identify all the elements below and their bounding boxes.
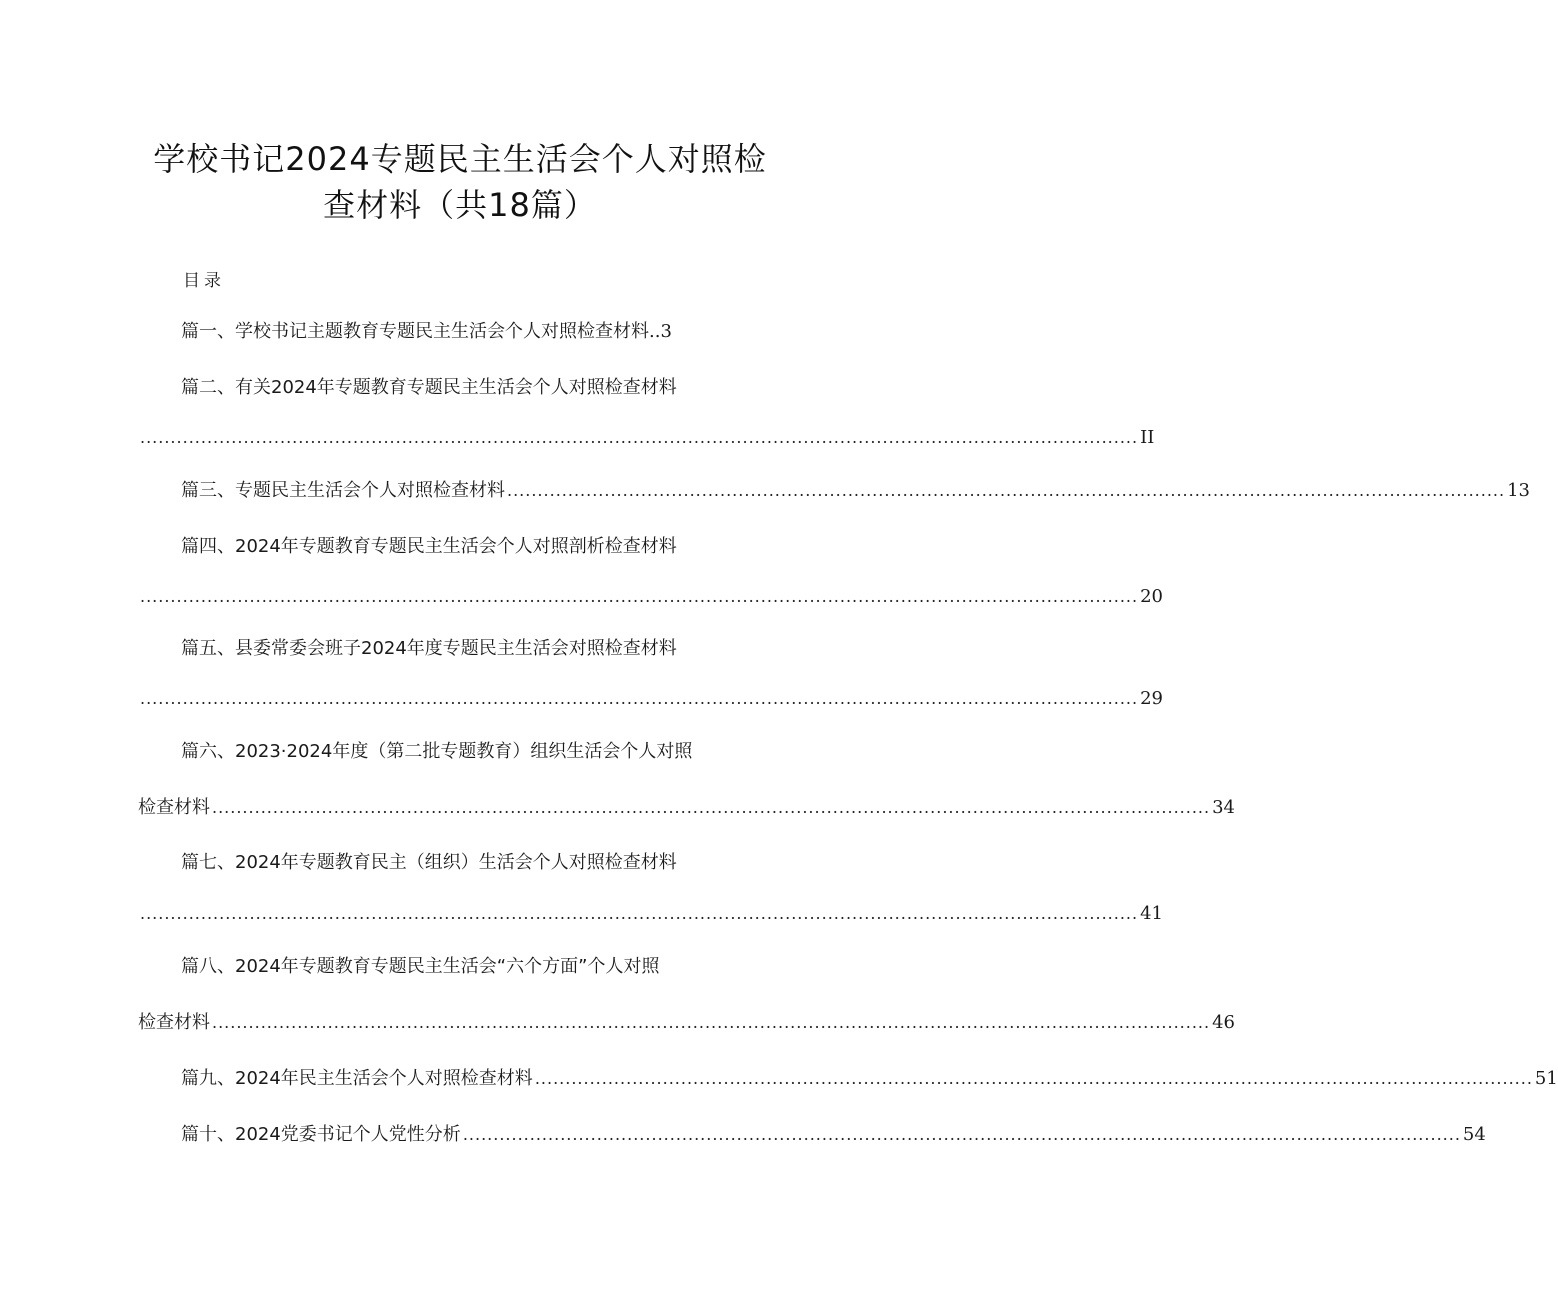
toc-entry-5-title[interactable]: 篇五、县委常委会班子2024年度专题民主生活会对照检查材料 [181, 638, 677, 659]
toc-entry-2-leader[interactable] [138, 424, 1155, 452]
toc-entry-continuation: 检查材料 [138, 797, 210, 818]
dot-leader: .................................................................................................................................................................... [462, 1125, 1461, 1144]
toc-entry-7-title[interactable]: 篇七、2024年专题教育民主（组织）生活会个人对照检查材料 [181, 852, 677, 873]
toc-entry-5-leader[interactable] [138, 685, 1163, 713]
toc-entry-page: 13 [1507, 480, 1530, 501]
toc-entry-page: 54 [1462, 1124, 1486, 1145]
toc-entry-page: II [1140, 427, 1155, 448]
toc-entry-4-title[interactable]: 篇四、2024年专题教育专题民主生活会个人对照剖析检查材料 [181, 536, 677, 557]
toc-entry-6-title[interactable]: 篇六、2023·2024年度（第二批专题教育）组织生活会个人对照 [181, 741, 693, 762]
toc-entry-8-title[interactable]: 篇八、2024年专题教育专题民主生活会“六个方面”个人对照 [181, 956, 660, 977]
toc-entry-9[interactable] [181, 1065, 1558, 1093]
toc-entry-6-cont[interactable] [138, 794, 1235, 822]
dot-leader: .................................................................................................................................................................... [507, 481, 1506, 500]
toc-entry-page: ..3 [649, 321, 672, 342]
toc-entry-7-leader[interactable] [138, 900, 1163, 928]
dot-leader: .................................................................................................................................................................... [534, 1069, 1533, 1088]
dot-leader: .................................................................................................................................................................... [140, 904, 1139, 923]
dot-leader: .................................................................................................................................................................... [140, 428, 1139, 447]
dot-leader: .................................................................................................................................................................... [140, 587, 1139, 606]
document-title-line1: 学校书记2024专题民主生活会个人对照检 [153, 140, 767, 178]
toc-entry-page: 51 [1534, 1068, 1558, 1089]
document-title-line2: 查材料（共18篇） [323, 186, 597, 224]
toc-entry-title: 篇九、2024年民主生活会个人对照检查材料 [181, 1068, 533, 1089]
toc-entry-page: 34 [1212, 797, 1235, 818]
toc-entry-3[interactable] [181, 477, 1530, 505]
toc-entry-title: 篇十、2024党委书记个人党性分析 [181, 1124, 461, 1145]
toc-entry-title: 篇一、学校书记主题教育专题民主生活会个人对照检查材料 [181, 321, 649, 342]
toc-entry-page: 20 [1140, 586, 1163, 607]
toc-entry-page: 46 [1212, 1012, 1235, 1033]
toc-entry-title: 篇三、专题民主生活会个人对照检查材料 [181, 480, 505, 501]
toc-entry-continuation: 检查材料 [138, 1012, 210, 1033]
toc-entry-page: 41 [1140, 903, 1163, 924]
dot-leader: .................................................................................................................................................................... [212, 1013, 1211, 1032]
toc-entry-8-cont[interactable] [138, 1009, 1235, 1037]
toc-entry-page: 29 [1140, 688, 1163, 709]
toc-heading: 目录 [183, 271, 225, 291]
dot-leader: .................................................................................................................................................................... [140, 689, 1139, 708]
toc-entry-4-leader[interactable] [138, 583, 1163, 611]
toc-entry-1[interactable] [181, 318, 726, 346]
toc-entry-10[interactable] [181, 1121, 1486, 1149]
dot-leader: .................................................................................................................................................................... [212, 798, 1211, 817]
toc-entry-2-title[interactable]: 篇二、有关2024年专题教育专题民主生活会个人对照检查材料 [181, 377, 677, 398]
